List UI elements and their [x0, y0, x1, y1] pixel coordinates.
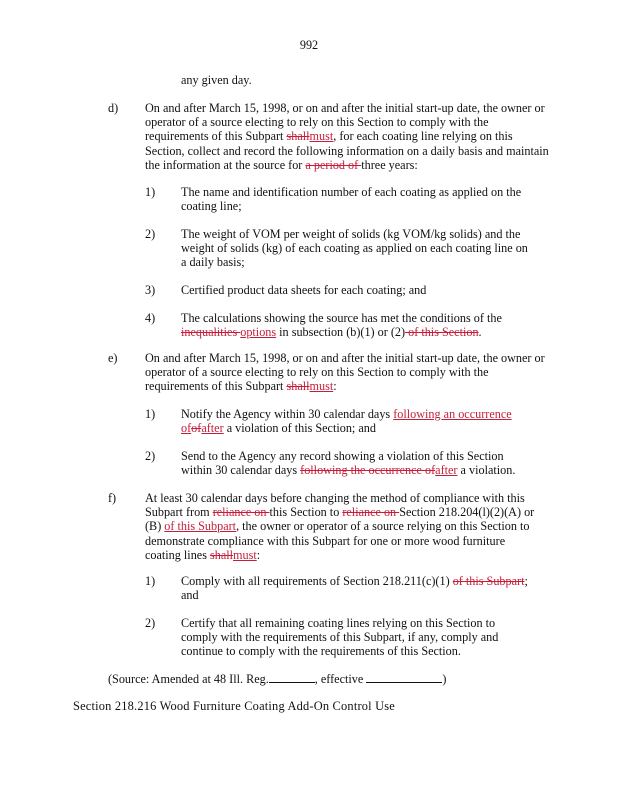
item-d2-label: 2): [145, 227, 156, 241]
inserted-text: must: [309, 379, 334, 394]
inserted-text: following an occurrence of: [181, 407, 512, 436]
deleted-text: shall: [286, 129, 310, 144]
inserted-text: after: [435, 463, 458, 478]
deleted-text: of this Section: [405, 325, 479, 340]
item-f1-text: Comply with all requirements of Section 218.211(c)(1) of this Subpart; and: [181, 574, 528, 603]
item-d3-label: 3): [145, 283, 156, 297]
blank-reg: [269, 672, 315, 683]
subsection-f-label: f): [108, 491, 117, 505]
item-d1-text: The name and identification number of each coating as applied on the coating line;: [181, 185, 522, 214]
subsection-d-text: On and after March 15, 1998, or on and after the initial start-up date, the owner or operator of a source electing to rely on this Section to comply with the requirements of this Subpart shallmust, for each coating line relying on this Section, collect and record the following information on a daily basis and maintain the information at the source for a period of three years:: [145, 101, 549, 172]
source-note: (Source: Amended at 48 Ill. Reg. , effective ): [108, 672, 447, 686]
subsection-e-label: e): [108, 351, 118, 365]
item-f2-label: 2): [145, 616, 156, 630]
item-e1-label: 1): [145, 407, 156, 421]
inserted-text: of this Subpart: [164, 519, 237, 534]
deleted-text: reliance on: [212, 505, 270, 520]
deleted-text: of this Subpart: [452, 574, 525, 588]
inserted-text: after: [201, 421, 224, 436]
item-d3-text: Certified product data sheets for each coating; and: [181, 283, 427, 297]
section-heading: Section 218.216 Wood Furniture Coating Add-On Control Use: [73, 699, 395, 713]
item-e2-text: Send to the Agency any record showing a violation of this Section within 30 calendar days following the occurrence ofafter a violation.: [181, 449, 516, 478]
deleted-text: shall: [286, 379, 310, 394]
page-number: 992: [299, 38, 319, 52]
deleted-text: a period of: [305, 157, 362, 172]
blank-date: [366, 672, 442, 683]
inserted-text: must: [233, 547, 257, 562]
item-e1-text: Notify the Agency within 30 calendar days following an occurrence ofofafter a violation of this Section; and: [181, 407, 512, 436]
subsection-e-text: On and after March 15, 1998, or on and after the initial start-up date, the owner or operator of a source electing to rely on this Section to comply with the requirements of this Subpart shallmust:: [145, 351, 545, 394]
deleted-text: of: [191, 421, 202, 436]
item-e2-label: 2): [145, 449, 156, 463]
item-d1-label: 1): [145, 185, 156, 199]
deleted-text: shall: [209, 547, 234, 562]
inserted-text: must: [309, 129, 334, 144]
item-d4-label: 4): [145, 311, 156, 325]
subsection-d-label: d): [108, 101, 119, 115]
item-d4-text: The calculations showing the source has met the conditions of the inequalities options in subsection (b)(1) or (2) of this Section.: [181, 311, 502, 340]
subsection-f-text: At least 30 calendar days before changing the method of compliance with this Subpart from reliance on this Section to reliance on Section 218.204(l)(2)(A) or (B) of this Subpart, the owner or operator of a source relying on this Section to demonstrate compliance with this Subpart for one or more wood furniture coating lines shallmust:: [145, 491, 535, 562]
lead-text: any given day.: [181, 73, 252, 87]
inserted-text: options: [240, 325, 277, 340]
deleted-text: inequalities: [181, 325, 241, 340]
item-d2-text: The weight of VOM per weight of solids (kg VOM/kg solids) and the weight of solids (kg) of each coating as applied on each coating line on a daily basis;: [181, 227, 528, 270]
item-f1-label: 1): [145, 574, 156, 588]
item-f2-text: Certify that all remaining coating lines relying on this Section to comply with the requirements of this Subpart, if any, comply and continue to comply with the requirements of this Section.: [181, 616, 499, 659]
deleted-text: following the occurrence of: [300, 463, 436, 478]
deleted-text: reliance on: [342, 505, 400, 520]
